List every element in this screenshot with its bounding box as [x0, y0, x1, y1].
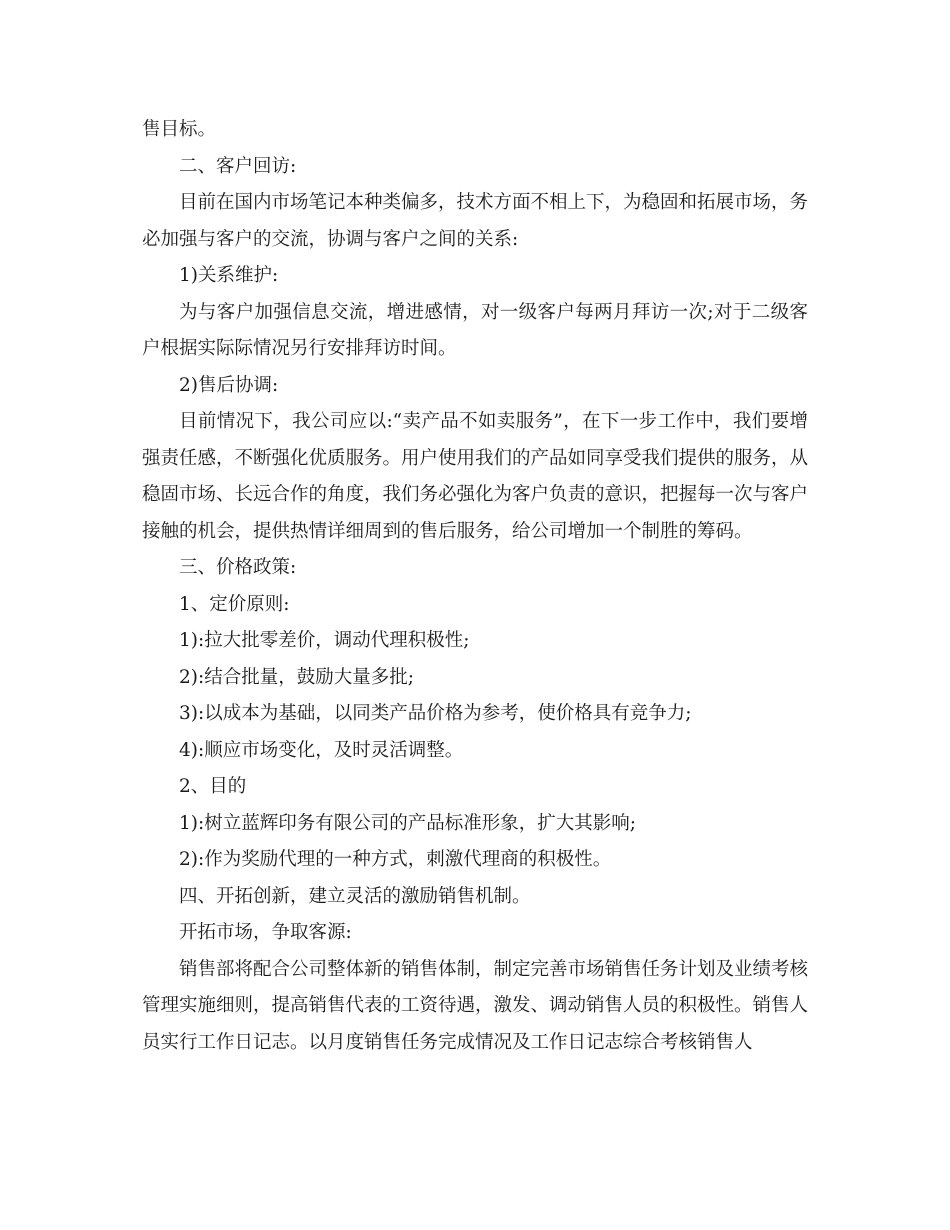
list-item-purpose-2: 2):作为奖励代理的一种方式，刺激代理商的积极性。: [179, 849, 612, 870]
subheading-relationship-maintenance: 1)关系维护:: [179, 265, 279, 286]
list-item-principle-2: 2):结合批量，鼓励大量多批;: [179, 666, 414, 688]
document-body: [142, 112, 808, 1061]
paragraph-continuation: 售目标。: [142, 119, 217, 140]
list-item-principle-1: 1):拉大批零差价，调动代理积极性;: [179, 630, 470, 651]
paragraph-sales-system: 销售部将配合公司整体新的销售体制，制定完善市场销售任务计划及业绩考核管理实施细则，提高销售代表的工资待遇，激发、调动销售人员的积极性。销售人员实行工作日记志。以月度销售任务完成情况及工作日记志综合考核销售人: [142, 958, 809, 1053]
paragraph-market-overview: 目前在国内市场笔记本种类偏多，技术方面不相上下，为稳固和拓展市场，务必加强与客户的交流，协调与客户之间的关系:: [142, 192, 809, 250]
subheading-after-sales: 2)售后协调:: [179, 374, 279, 396]
paragraph-visit-schedule: 为与客户加强信息交流，增进感情，对一级客户每两月拜访一次;对于二级客户根据实际际情况另行安排拜访时间。: [142, 301, 808, 359]
subheading-pricing-principles: 1、定价原则:: [179, 593, 290, 615]
heading-pricing-policy: 三、价格政策:: [179, 557, 297, 578]
subheading-market-expansion: 开拓市场，争取客源:: [179, 922, 352, 943]
list-item-principle-4: 4):顺应市场变化，及时灵活调整。: [179, 739, 464, 761]
list-item-principle-3: 3):以成本为基础，以同类产品价格为参考，使价格具有竞争力;: [179, 703, 692, 724]
paragraph-service-policy: 目前情况下，我公司应以:“卖产品不如卖服务”，在下一步工作中，我们要增强责任感，不断强化优质服务。用户使用我们的产品如同享受我们提供的服务，从稳固市场、长远合作的角度，我们务必强化为客户负责的意识，把握每一次与客户接触的机会，提供热情详细周到的售后服务，给公司增加一个制胜的筹码。: [142, 411, 809, 542]
heading-innovation: 四、开拓创新，建立灵活的激励销售机制。: [179, 885, 531, 907]
list-item-purpose-1: 1):树立蓝辉印务有限公司的产品标准形象，扩大其影响;: [179, 812, 636, 834]
subheading-purpose: 2、目的: [179, 776, 247, 797]
heading-customer-visits: 二、客户回访:: [179, 155, 297, 177]
